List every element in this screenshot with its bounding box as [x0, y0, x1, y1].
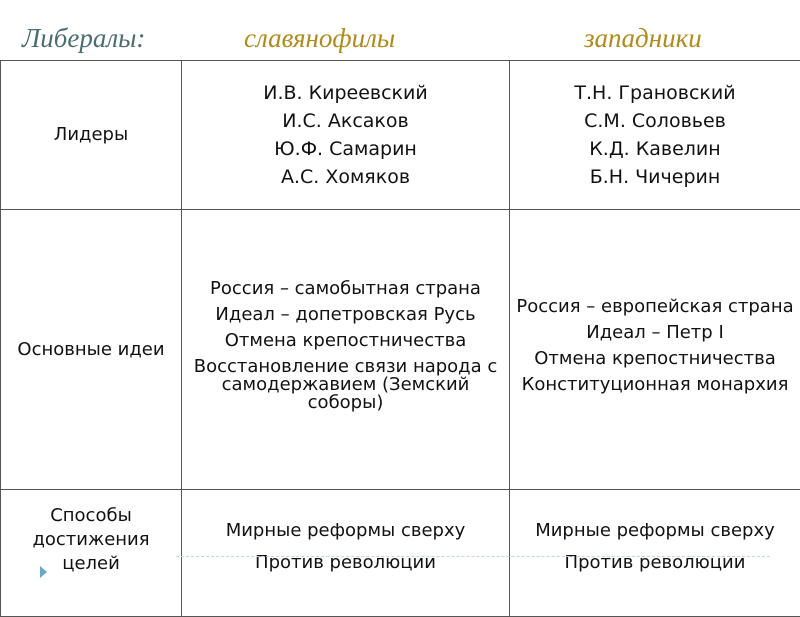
idea-item: Конституционная монархия: [512, 376, 798, 394]
cell-ideas-slavophiles: [182, 210, 510, 490]
idea-item: Россия – самобытная страна: [184, 280, 507, 298]
method-item: Против революции: [512, 553, 798, 573]
method-item: Против революции: [184, 553, 507, 573]
cell-methods-slavophiles: [182, 490, 510, 617]
bullet-arrow-icon: [40, 566, 47, 578]
cell-leaders-westerners: [510, 61, 800, 210]
leader-name: К.Д. Кавелин: [512, 135, 798, 163]
cell-ideas-westerners: [510, 210, 800, 490]
leader-name: Т.Н. Грановский: [512, 79, 798, 107]
idea-item: Россия – европейская страна: [512, 298, 798, 316]
cell-methods-westerners: [510, 490, 800, 617]
dotted-divider: [176, 556, 770, 557]
leader-name: Ю.Ф. Самарин: [184, 135, 507, 163]
row-label-methods: Способы достижения целей: [1, 490, 182, 617]
cell-leaders-slavophiles: [182, 61, 510, 210]
row-ideas: [1, 210, 800, 490]
leader-name: И.В. Киреевский: [184, 79, 507, 107]
column-header-westerners: западники: [584, 18, 702, 58]
leader-name: А.С. Хомяков: [184, 163, 507, 191]
idea-item: Восстановление связи народа с самодержавием (Земский соборы): [184, 358, 507, 412]
row-methods: [1, 490, 800, 617]
row-label-leaders: Лидеры: [1, 61, 182, 210]
row-leaders: [1, 61, 800, 210]
comparison-table: [0, 60, 800, 617]
leader-name: С.М. Соловьев: [512, 107, 798, 135]
column-header-slavophiles: славянофилы: [244, 18, 395, 58]
leader-name: Б.Н. Чичерин: [512, 163, 798, 191]
idea-item: Отмена крепостничества: [184, 332, 507, 350]
row-label-ideas: Основные идеи: [1, 210, 182, 490]
idea-item: Идеал – допетровская Русь: [184, 306, 507, 324]
leader-name: И.С. Аксаков: [184, 107, 507, 135]
idea-item: Отмена крепостничества: [512, 350, 798, 368]
idea-item: Идеал – Петр I: [512, 324, 798, 342]
title-liberals: Либералы:: [22, 18, 145, 58]
method-item: Мирные реформы сверху: [512, 521, 798, 541]
method-item: Мирные реформы сверху: [184, 521, 507, 541]
